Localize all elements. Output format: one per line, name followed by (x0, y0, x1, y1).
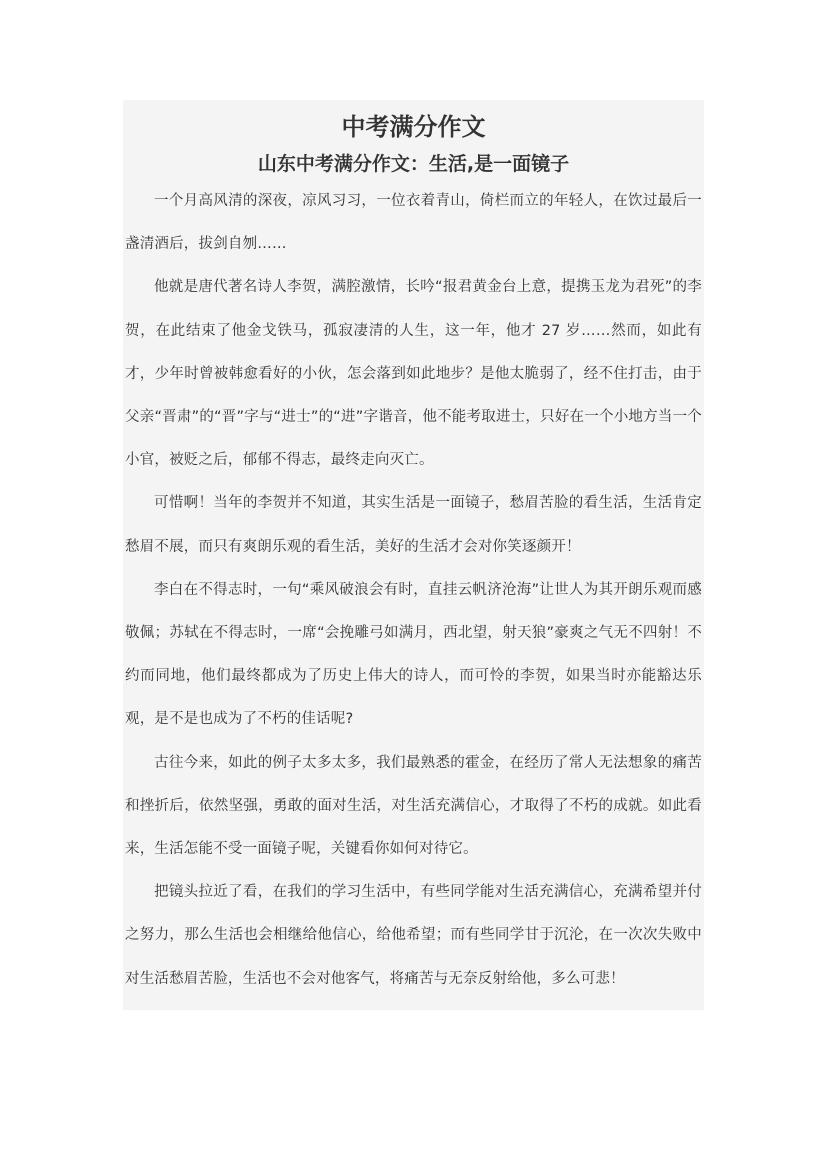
paragraph-4: 李白在不得志时，一句“乘风破浪会有时，直挂云帆济沧海”让世人为其开朗乐观而感敬佩；苏轼在不得志时，一席“会挽雕弓如满月，西北望，射天狼”豪爽之气无不四射！不约而同地，他们最终都成为了历史上伟大的诗人，而可怜的李贺，如果当时亦能豁达乐观，是不是也成为了不朽的佳话呢? (125, 581, 702, 728)
paragraph-6: 把镜头拉近了看，在我们的学习生活中，有些同学能对生活充满信心，充满希望并付之努力，那么生活也会相继给他信心，给他希望；而有些同学甘于沉沦，在一次次失败中对生活愁眉苦脸，生活也不会对他客气，将痛苦与无奈反射给他，多么可悲！ (125, 884, 702, 987)
paragraph-1: 一个月高风清的深夜，凉风习习，一位衣着青山，倚栏而立的年轻人，在饮过最后一盏清酒后，拔剑自刎…… (125, 193, 702, 253)
paragraph-2: 他就是唐代著名诗人李贺，满腔激情，长吟“报君黄金台上意，提携玉龙为君死”的李贺，在此结束了他金戈铁马，孤寂凄清的人生，这一年，他才 27 岁……然而，如此有才，少年时曾被韩愈看好的小伙，怎会落到如此地步？是他太脆弱了，经不住打击，由于父亲“晋肃”的“晋”字与“进士”的“进”字谐音，他不能考取进士，只好在一个小地方当一个小官，被贬之后，郁郁不得志，最终走向灭亡。 (125, 279, 702, 469)
paragraph-3: 可惜啊！当年的李贺并不知道，其实生活是一面镜子，愁眉苦脸的看生活，生活肯定愁眉不展，而只有爽朗乐观的看生活，美好的生活才会对你笑逐颜开！ (125, 495, 702, 555)
article-subtitle: 山东中考满分作文：生活,是一面镜子 (257, 153, 570, 175)
page-title: 中考满分作文 (341, 113, 486, 141)
article-body (125, 180, 702, 1001)
paragraph-5: 古往今来，如此的例子太多太多，我们最熟悉的霍金，在经历了常人无法想象的痛苦和挫折后，依然坚强，勇敢的面对生活，对生活充满信心，才取得了不朽的成就。如此看来，生活怎能不受一面镜子呢，关键看你如何对待它。 (125, 754, 702, 858)
article-container (123, 100, 704, 1010)
